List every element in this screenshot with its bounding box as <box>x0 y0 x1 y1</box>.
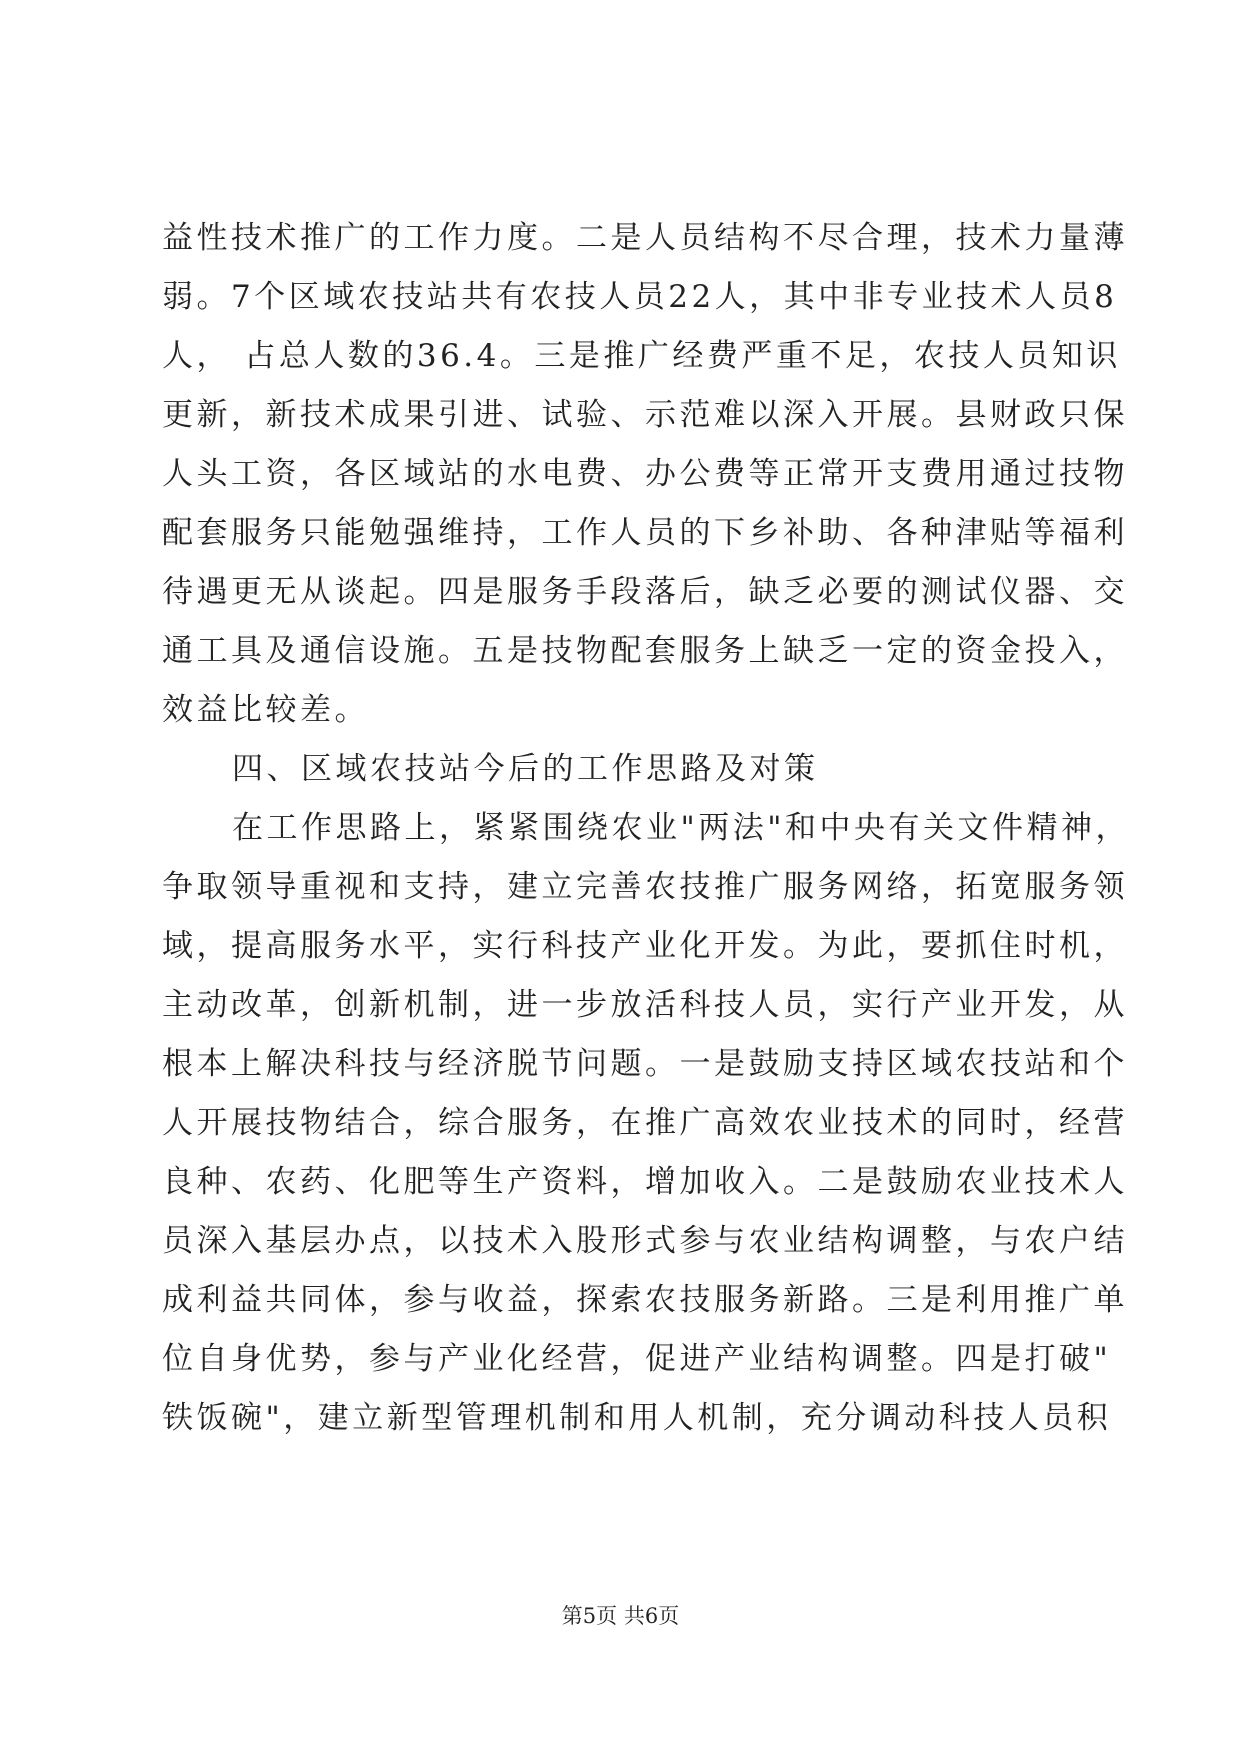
text-line: 良种、农药、化肥等生产资料，增加收入。二是鼓励农业技术人 <box>162 1164 1128 1200</box>
text-line: 人头工资，各区域站的水电费、办公费等正常开支费用通过技物 <box>162 456 1128 492</box>
text-line: 域，提高服务水平，实行科技产业化开发。为此，要抓住时机， <box>162 928 1128 964</box>
page-number-footer: 第5页 共6页 <box>561 1604 680 1628</box>
text-line: 配套服务只能勉强维持，工作人员的下乡补助、各种津贴等福利 <box>162 515 1128 551</box>
text-line: 效益比较差。 <box>162 692 369 728</box>
text-line: 通工具及通信设施。五是技物配套服务上缺乏一定的资金投入， <box>162 633 1128 669</box>
text-line: 成利益共同体，参与收益，探索农技服务新路。三是利用推广单 <box>162 1282 1128 1318</box>
text-line: 位自身优势，参与产业化经营，促进产业结构调整。四是打破" <box>162 1341 1112 1377</box>
text-line: 益性技术推广的工作力度。二是人员结构不尽合理，技术力量薄 <box>162 220 1128 256</box>
text-line: 人， 占总人数的36.4。三是推广经费严重不足，农技人员知识 <box>162 338 1121 374</box>
text-line: 主动改革，创新机制，进一步放活科技人员，实行产业开发，从 <box>162 987 1128 1023</box>
text-line: 员深入基层办点，以技术入股形式参与农业结构调整，与农户结 <box>162 1223 1128 1259</box>
text-line: 待遇更无从谈起。四是服务手段落后，缺乏必要的测试仪器、交 <box>162 574 1128 610</box>
section-heading: 四、区域农技站今后的工作思路及对策 <box>232 751 819 787</box>
text-line: 争取领导重视和支持，建立完善农技推广服务网络，拓宽服务领 <box>162 869 1128 905</box>
text-line: 弱。7个区域农技站共有农技人员22人，其中非专业技术人员8 <box>162 279 1118 315</box>
text-line: 更新，新技术成果引进、试验、示范难以深入开展。县财政只保 <box>162 397 1128 433</box>
text-line: 在工作思路上，紧紧围绕农业"两法"和中央有关文件精神， <box>232 810 1131 846</box>
text-line: 根本上解决科技与经济脱节问题。一是鼓励支持区域农技站和个 <box>162 1046 1128 1082</box>
text-line: 人开展技物结合，综合服务，在推广高效农业技术的同时，经营 <box>162 1105 1128 1141</box>
text-line: 铁饭碗"，建立新型管理机制和用人机制，充分调动科技人员积 <box>162 1400 1112 1436</box>
